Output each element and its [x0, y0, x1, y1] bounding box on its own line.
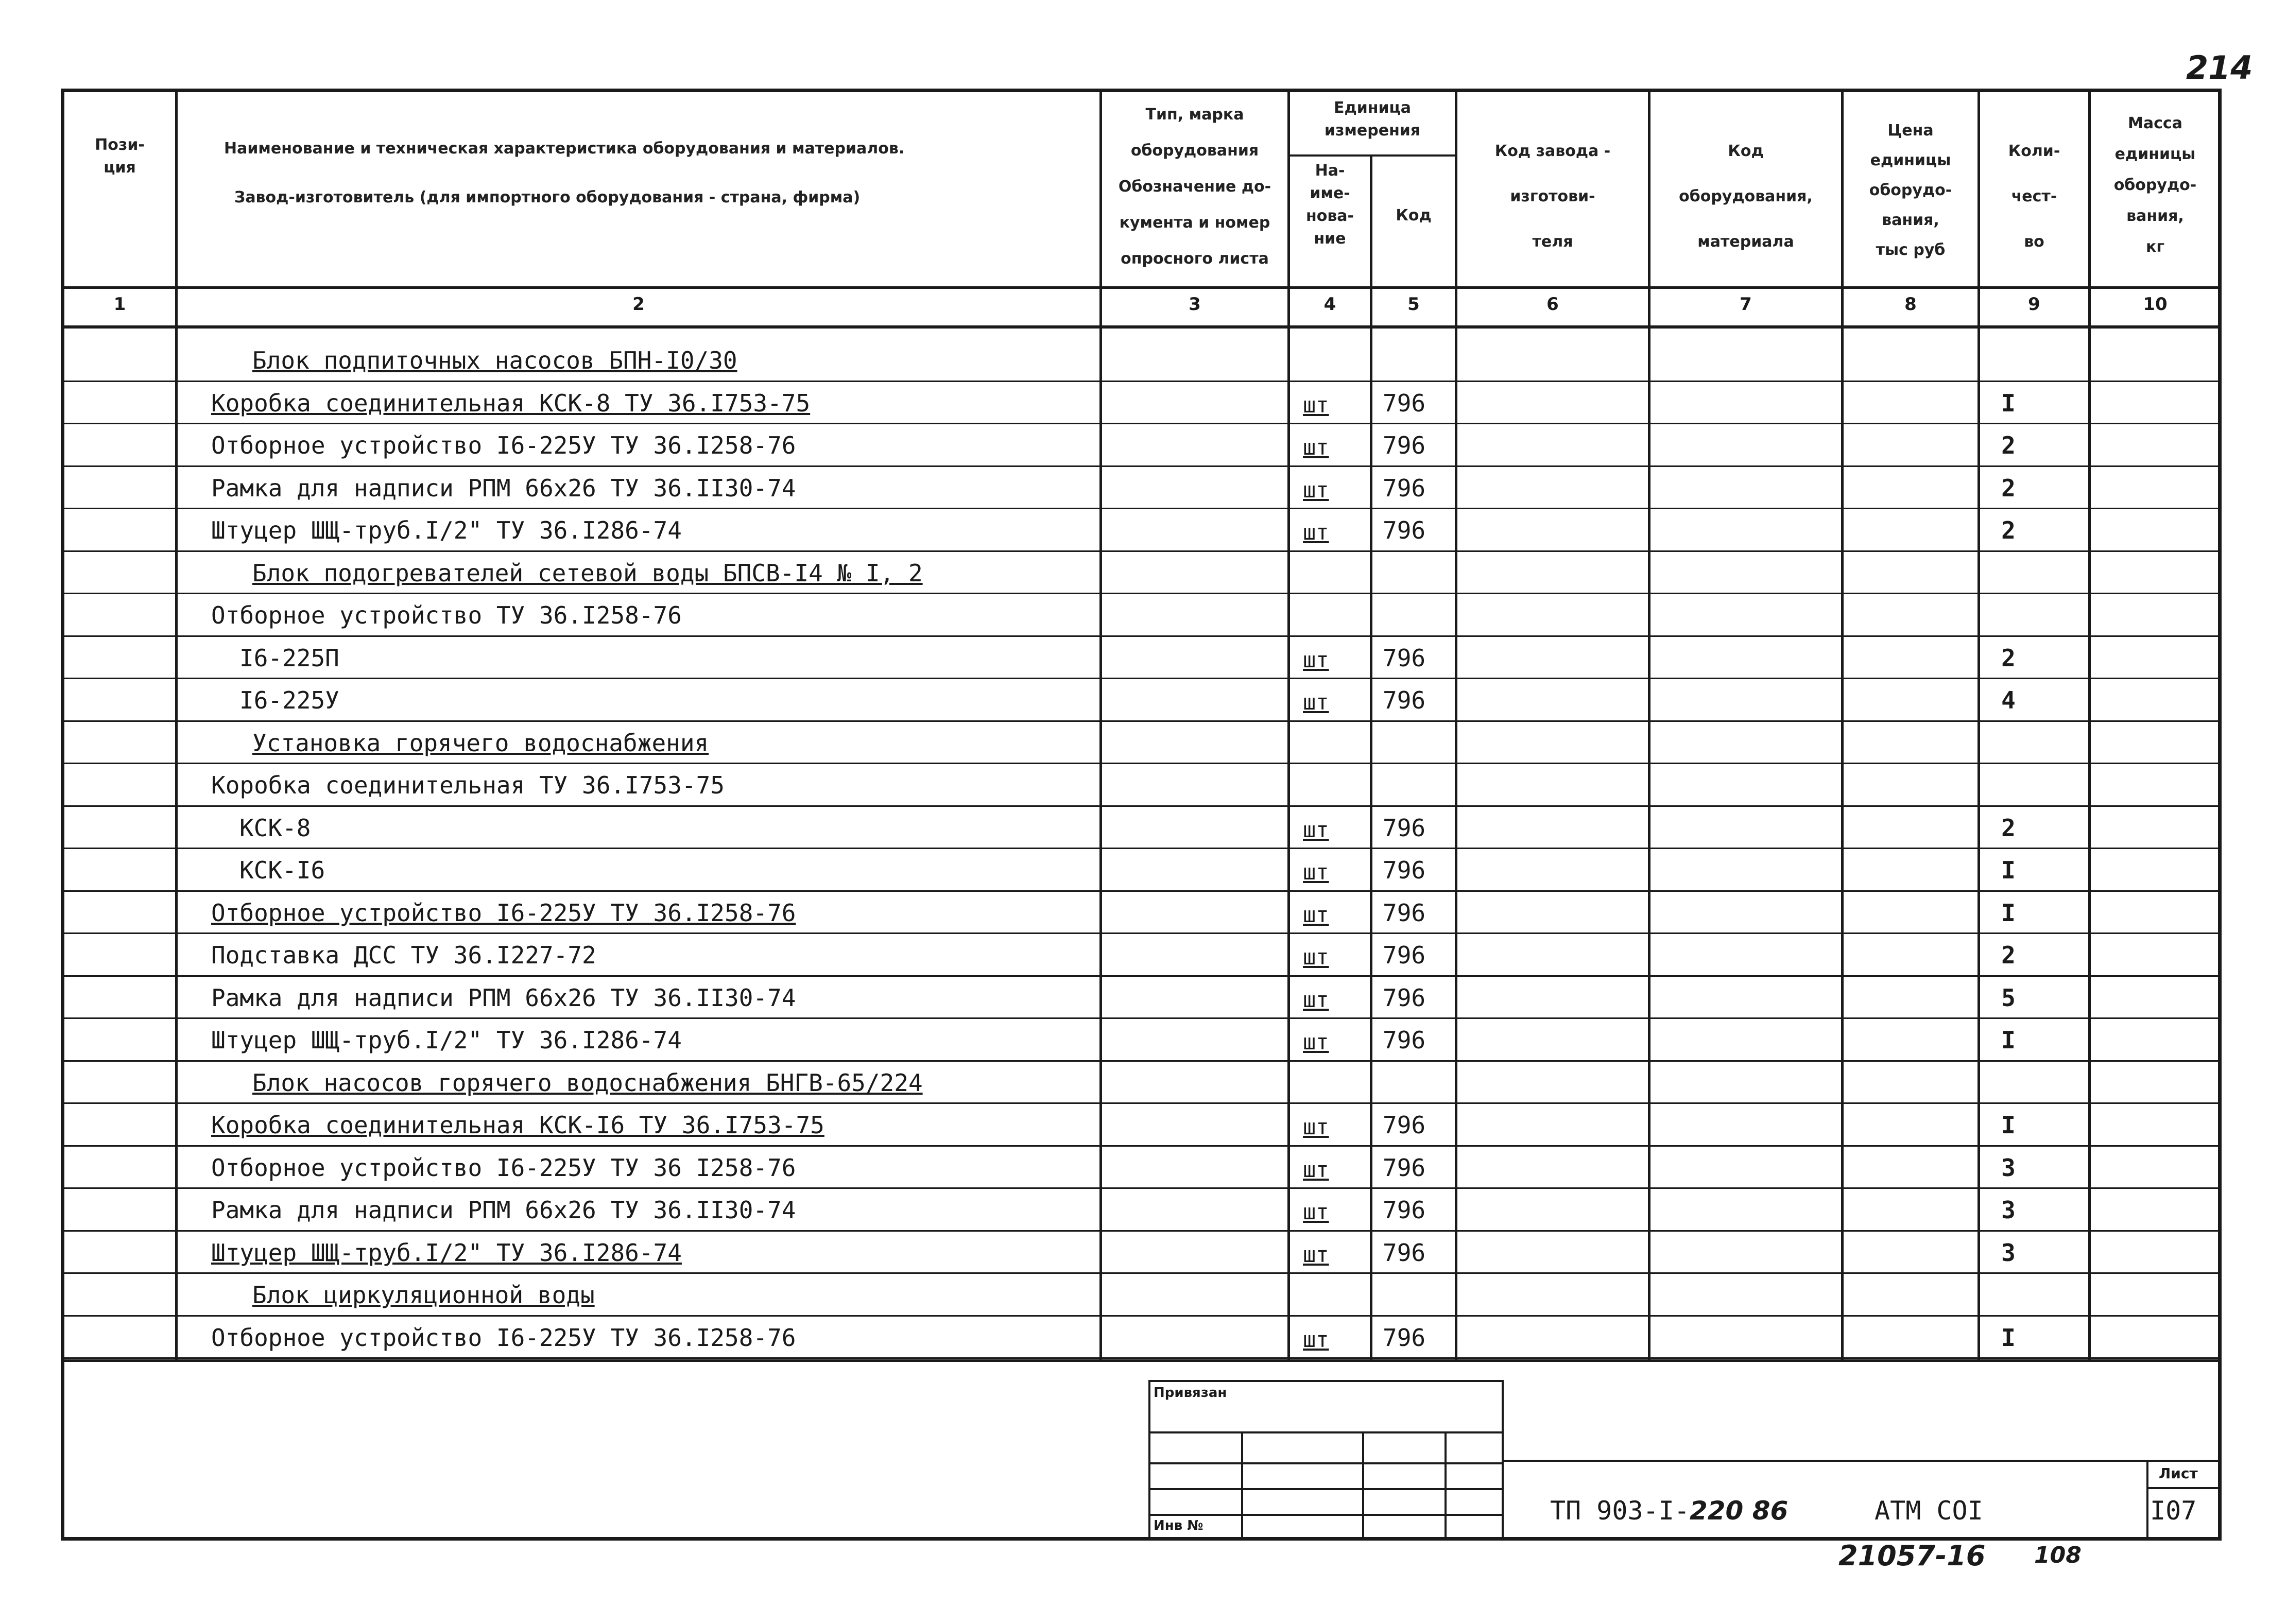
row-divider	[61, 763, 2222, 764]
page-number: 214	[2186, 49, 2253, 87]
item-quantity: 2	[2001, 431, 2016, 459]
row-divider	[61, 890, 2222, 892]
item-unit-code: 796	[1383, 1196, 1426, 1224]
row-divider	[61, 325, 2222, 329]
item-quantity: I	[2001, 1324, 2016, 1352]
row-divider	[61, 550, 2222, 552]
column-divider	[175, 89, 178, 1359]
stamp-line	[1148, 1488, 1504, 1490]
item-quantity: 3	[2001, 1154, 2016, 1182]
header-unit-code: Код	[1396, 206, 1432, 224]
item-name: Коробка соединительная ТУ 36.I753-75	[211, 771, 725, 799]
item-quantity: 4	[2001, 686, 2016, 714]
item-unit: шт	[1303, 902, 1329, 927]
header-mass: Масса единицы оборудо- вания, кг	[2113, 114, 2197, 256]
item-unit-code: 796	[1383, 856, 1426, 884]
document-system: АТМ СОI	[1875, 1496, 1983, 1526]
item-quantity: I	[2001, 389, 2016, 417]
archive-number: 21057-16	[1838, 1540, 1986, 1572]
header-quantity: Коли- чест- во	[2008, 142, 2060, 251]
item-name: Подставка ДСС ТУ 36.I227-72	[211, 941, 596, 969]
header-type: Тип, марка оборудования Обозначение до- кумента и номер опросного листа	[1118, 106, 1271, 268]
item-name: Штуцер ШЩ-труб.I/2" ТУ 36.I286-74	[211, 1239, 682, 1267]
header-price: Цена единицы оборудо- вания, тыс руб	[1869, 122, 1952, 259]
header-name-line1: Наименование и техническая характеристика оборудования и материалов.	[224, 140, 905, 158]
item-quantity: 5	[2001, 984, 2016, 1012]
item-unit: шт	[1303, 1029, 1329, 1055]
item-name: Отборное устройство ТУ 36.I258-76	[211, 601, 682, 629]
sheet-number: I07	[2150, 1496, 2197, 1526]
colnum-8: 8	[1904, 294, 1917, 315]
row-divider	[61, 593, 2222, 594]
section-heading: Установка горячего водоснабжения	[252, 729, 709, 757]
column-divider	[1648, 89, 1650, 1359]
row-divider	[61, 1145, 2222, 1147]
document-code-prefix: ТП 903-I-	[1550, 1496, 1690, 1526]
colnum-10: 10	[2143, 294, 2168, 315]
item-unit: шт	[1303, 647, 1329, 672]
item-unit: шт	[1303, 689, 1329, 715]
item-name: Штуцер ШЩ-труб.I/2" ТУ 36.I286-74	[211, 516, 682, 544]
item-unit: шт	[1303, 817, 1329, 842]
colnum-3: 3	[1189, 294, 1201, 315]
column-divider	[1841, 89, 1844, 1359]
column-divider	[1455, 89, 1457, 1359]
item-name: Отборное устройство I6-225У ТУ 36.I258-76	[211, 1324, 796, 1352]
stamp-vline	[1445, 1431, 1447, 1540]
document-code-number: 220 86	[1689, 1496, 1789, 1526]
item-unit: шт	[1303, 1114, 1329, 1139]
item-unit-code: 796	[1383, 1324, 1426, 1352]
row-divider	[61, 1102, 2222, 1104]
item-name: I6-225П	[239, 644, 339, 672]
item-unit: шт	[1303, 987, 1329, 1012]
row-divider	[61, 1315, 2222, 1317]
item-name: Рамка для надписи РПМ 66х26 ТУ 36.II30-74	[211, 1196, 796, 1224]
doc-box-top	[1504, 1460, 2222, 1462]
item-unit-code: 796	[1383, 1111, 1426, 1139]
row-divider	[61, 720, 2222, 722]
colnum-6: 6	[1546, 294, 1559, 315]
item-quantity: 2	[2001, 814, 2016, 842]
header-unit-name: На- име- нова- ние	[1305, 162, 1354, 248]
stamp-line	[1148, 1462, 1504, 1464]
stamp-line	[1148, 1514, 1504, 1516]
stamp-line	[1148, 1431, 1504, 1433]
item-name: КСК-8	[239, 814, 311, 842]
column-divider	[2088, 89, 2091, 1359]
total-pages: 108	[2034, 1542, 2082, 1568]
header-name-line2: Завод-изготовитель (для импортного оборудования - страна, фирма)	[234, 188, 861, 206]
header-position: Пози- ция	[95, 136, 145, 177]
row-divider	[1287, 154, 1455, 157]
item-unit: шт	[1303, 392, 1329, 418]
header-equipment-code: Код оборудования, материала	[1679, 142, 1813, 251]
row-divider	[61, 678, 2222, 679]
row-divider	[61, 1230, 2222, 1232]
attached-label: Привязан	[1154, 1385, 1227, 1401]
item-unit-code: 796	[1383, 516, 1426, 544]
item-quantity: 2	[2001, 474, 2016, 502]
row-divider	[61, 465, 2222, 467]
colnum-4: 4	[1323, 294, 1336, 315]
item-unit: шт	[1303, 1199, 1329, 1224]
colnum-2: 2	[632, 294, 645, 315]
column-divider	[1370, 154, 1372, 1359]
row-divider	[61, 1357, 2222, 1359]
row-divider	[61, 932, 2222, 934]
item-unit: шт	[1303, 1157, 1329, 1182]
header-maker-code: Код завода - изготови- теля	[1494, 142, 1611, 251]
sheet-box-left	[2146, 1460, 2148, 1541]
item-name: Рамка для надписи РПМ 66х26 ТУ 36.II30-74	[211, 474, 796, 502]
item-name: I6-225У	[239, 686, 339, 714]
row-divider	[61, 848, 2222, 849]
row-divider	[61, 635, 2222, 637]
item-name: Штуцер ШЩ-труб.I/2" ТУ 36.I286-74	[211, 1026, 682, 1054]
item-unit: шт	[1303, 520, 1329, 545]
row-divider	[61, 286, 2222, 289]
item-unit-code: 796	[1383, 1154, 1426, 1182]
sheet-label: Лист	[2159, 1465, 2198, 1482]
item-unit-code: 796	[1383, 941, 1426, 969]
stamp-vline	[1241, 1431, 1243, 1540]
section-heading: Блок подпиточных насосов БПН-I0/30	[252, 347, 737, 374]
row-divider	[61, 1359, 2222, 1362]
item-unit-code: 796	[1383, 389, 1426, 417]
row-divider	[61, 1187, 2222, 1189]
row-divider	[61, 975, 2222, 977]
item-name: Коробка соединительная КСК-8 ТУ 36.I753-75	[211, 389, 811, 417]
item-name: Отборное устройство I6-225У ТУ 36.I258-76	[211, 431, 796, 459]
item-quantity: I	[2001, 899, 2016, 927]
row-divider	[61, 805, 2222, 807]
item-quantity: I	[2001, 1026, 2016, 1054]
item-name: КСК-I6	[239, 856, 325, 884]
section-heading: Блок насосов горячего водоснабжения БНГВ-65/224	[252, 1069, 923, 1097]
stamp-vline	[1362, 1431, 1364, 1540]
row-divider	[61, 508, 2222, 509]
colnum-5: 5	[1407, 294, 1420, 315]
row-divider	[61, 423, 2222, 424]
item-quantity: I	[2001, 1111, 2016, 1139]
item-quantity: I	[2001, 856, 2016, 884]
item-unit-code: 796	[1383, 431, 1426, 459]
item-name: Коробка соединительная КСК-I6 ТУ 36.I753-75	[211, 1111, 824, 1139]
header-unit-group: Единица измерения	[1324, 99, 1421, 140]
item-unit-code: 796	[1383, 686, 1426, 714]
item-unit: шт	[1303, 477, 1329, 503]
colnum-1: 1	[113, 294, 126, 315]
item-unit: шт	[1303, 944, 1329, 970]
section-heading: Блок подогревателей сетевой воды БПСВ-I4 № I, 2	[252, 559, 923, 587]
item-unit-code: 796	[1383, 644, 1426, 672]
item-quantity: 3	[2001, 1239, 2016, 1267]
item-unit: шт	[1303, 1327, 1329, 1352]
item-name: Отборное устройство I6-225У ТУ 36 I258-76	[211, 1154, 796, 1182]
item-unit-code: 796	[1383, 1239, 1426, 1267]
item-quantity: 3	[2001, 1196, 2016, 1224]
document-code	[1550, 1496, 1788, 1526]
colnum-9: 9	[2028, 294, 2040, 315]
row-divider	[61, 1017, 2222, 1019]
item-quantity: 2	[2001, 516, 2016, 544]
item-unit-code: 796	[1383, 899, 1426, 927]
item-unit: шт	[1303, 859, 1329, 885]
section-heading: Блок циркуляционной воды	[252, 1281, 595, 1309]
item-unit-code: 796	[1383, 984, 1426, 1012]
item-quantity: 2	[2001, 941, 2016, 969]
column-divider	[1099, 89, 1102, 1359]
column-divider	[1287, 89, 1290, 1359]
item-unit: шт	[1303, 1242, 1329, 1267]
sheet-box-divider	[2146, 1487, 2222, 1489]
item-name: Отборное устройство I6-225У ТУ 36.I258-76	[211, 899, 796, 927]
row-divider	[61, 381, 2222, 382]
item-unit-code: 796	[1383, 1026, 1426, 1054]
inventory-label: Инв №	[1154, 1518, 1203, 1533]
colnum-7: 7	[1740, 294, 1752, 315]
item-unit: шт	[1303, 435, 1329, 460]
row-divider	[61, 1272, 2222, 1274]
item-unit-code: 796	[1383, 814, 1426, 842]
row-divider	[61, 1060, 2222, 1062]
item-name: Рамка для надписи РПМ 66х26 ТУ 36.II30-74	[211, 984, 796, 1012]
item-unit-code: 796	[1383, 474, 1426, 502]
item-quantity: 2	[2001, 644, 2016, 672]
